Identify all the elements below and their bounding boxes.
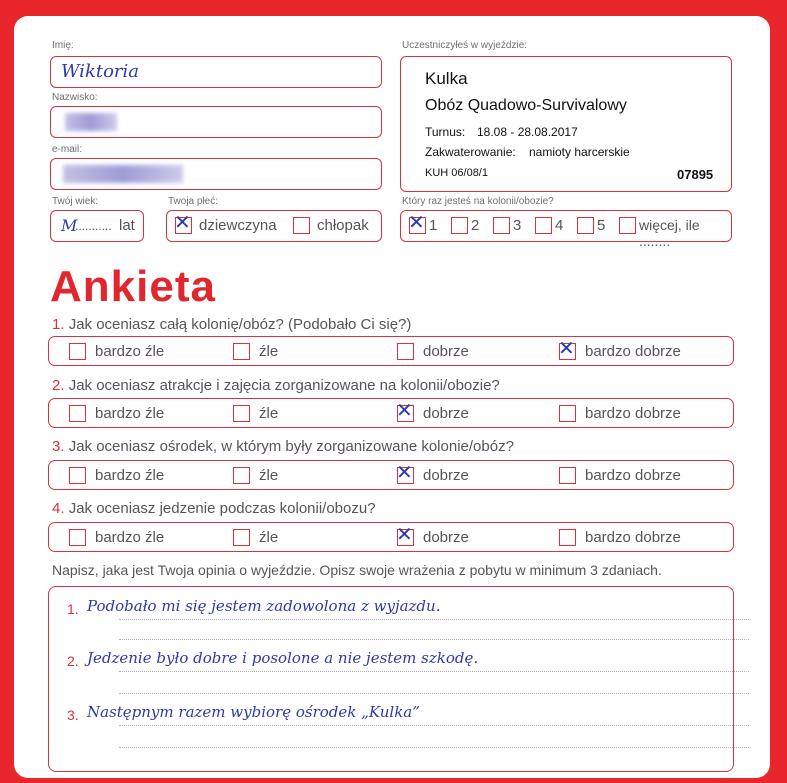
q4-option-3-label: dobrze [423,529,469,546]
which-time-5-label: 5 [597,217,606,234]
which-time-2-checkbox[interactable] [451,217,468,234]
q2-option-2-checkbox[interactable] [233,405,250,422]
q4-option-1-label: bardzo źle [95,529,165,546]
which-time-3-label: 3 [513,217,522,234]
gender-girl-checkbox[interactable]: ✕ [174,210,191,234]
gender-boy-label: chłopak [317,217,369,234]
question-1 [52,316,411,333]
trip-number: 07895 [677,167,714,182]
q3-option-4-label: bardzo dobrze [585,467,681,484]
which-time-3-checkbox[interactable] [493,217,510,234]
q1-option-1-checkbox[interactable] [69,343,86,360]
q4-option-4-label: bardzo dobrze [585,529,681,546]
q3-option-3-checkbox[interactable]: ✕ [396,460,413,484]
question-3 [52,438,514,455]
age-label: Twój wiek: [52,196,99,207]
which-time-more-checkbox[interactable] [619,217,636,234]
opinion-line-3b-rule [119,747,749,748]
trip-code: KUH 06/08/1 [425,167,488,179]
q3-option-3-label: dobrze [423,467,469,484]
opinion-line-3-rule [119,725,749,726]
opinion-line-3-number: 3. [67,707,79,723]
surname-field[interactable] [50,106,382,138]
question-1-text: Jak oceniasz całą kolonię/obóz? (Podobało Ci się?) [68,316,412,333]
gender-field [166,210,382,242]
q2-option-3-label: dobrze [423,405,469,422]
opinion-line-3-text: Następnym razem wybiorę ośrodek „Kulka” [87,703,420,721]
which-time-1-label: 1 [429,217,438,234]
opinion-line-1-rule [119,619,749,620]
survey-sheet [14,16,770,778]
q3-option-1-checkbox[interactable] [69,467,86,484]
q1-option-1-label: bardzo źle [95,343,165,360]
which-time-label: Który raz jesteś na kolonii/obozie? [402,196,554,207]
q4-option-1-checkbox[interactable] [69,529,86,546]
gender-boy-checkbox[interactable] [293,217,310,234]
opinion-line-1b-rule [119,639,749,640]
question-2-options [48,398,734,428]
opinion-line-2b-rule [119,693,749,694]
q2-option-1-label: bardzo źle [95,405,165,422]
name-field[interactable] [50,56,382,88]
opinion-line-2-rule [119,671,749,672]
age-value: M [61,216,78,235]
question-4-options [48,522,734,552]
question-4-text: Jak oceniasz jedzenie podczas kolonii/obozu? [68,500,376,517]
q1-option-3-label: dobrze [423,343,469,360]
q3-option-2-checkbox[interactable] [233,467,250,484]
accommodation-value: namioty harcerskie [529,145,630,159]
q2-option-2-label: źle [259,405,279,422]
name-label: Imię: [52,40,74,51]
q2-option-4-label: bardzo dobrze [585,405,681,422]
q4-option-2-label: źle [259,529,279,546]
survey-title: Ankieta [50,262,216,311]
q1-option-2-checkbox[interactable] [233,343,250,360]
email-redacted [63,165,183,183]
trip-name: Kulka [425,69,468,88]
opinion-box[interactable] [48,586,734,772]
age-unit: lat [119,217,135,234]
which-time-field [400,210,732,249]
q4-option-4-checkbox[interactable] [559,529,576,546]
q1-option-2-label: źle [259,343,279,360]
q1-option-3-checkbox[interactable] [397,343,414,360]
q1-option-4-label: bardzo dobrze [585,343,681,360]
question-3-text: Jak oceniasz ośrodek, w którym były zorganizowane kolonie/obóz? [68,438,514,455]
question-3-options [48,460,734,490]
name-value: Wiktoria [61,61,140,82]
which-time-4-checkbox[interactable] [535,217,552,234]
opinion-line-1-number: 1. [67,601,79,617]
turnus-label: Turnus: [425,125,466,139]
question-4 [52,500,376,517]
which-time-1-checkbox[interactable]: ✕ [408,210,425,234]
trip-camp: Obóz Quadowo-Survivalowy [425,97,627,114]
q3-option-4-checkbox[interactable] [559,467,576,484]
q1-option-4-checkbox[interactable]: ✕ [558,336,575,360]
opinion-line-1-text: Podobało mi się jestem zadowolona z wyjazdu. [87,597,441,615]
opinion-line-2-number: 2. [67,653,79,669]
question-1-options [48,336,734,366]
which-time-4-label: 4 [555,217,564,234]
trip-box [400,56,732,192]
surname-redacted [65,113,117,131]
email-label: e-mail: [52,144,83,155]
question-2-number: 2. [52,377,65,394]
q3-option-2-label: źle [259,467,279,484]
gender-label: Twoja płeć: [168,196,219,207]
turnus-value: 18.08 - 28.08.2017 [477,125,578,139]
q4-option-3-checkbox[interactable]: ✕ [396,522,413,546]
opinion-line-2-text: Jedzenie było dobre i posolone a nie jestem szkodę. [87,649,479,667]
which-time-5-checkbox[interactable] [577,217,594,234]
q4-option-2-checkbox[interactable] [233,529,250,546]
surname-label: Nazwisko: [52,92,98,103]
which-time-2-label: 2 [471,217,480,234]
opinion-prompt: Napisz, jaka jest Twoja opinia o wyjeździe. Opisz swoje wrażenia z pobytu w minimum 3 zdaniach. [52,562,662,578]
q2-option-3-checkbox[interactable]: ✕ [396,398,413,422]
question-2-text: Jak oceniasz atrakcje i zajęcia zorganizowane na kolonii/obozie? [68,377,500,394]
trip-label: Uczestniczyłeś w wyjeździe: [402,40,528,51]
q3-option-1-label: bardzo źle [95,467,165,484]
q2-option-4-checkbox[interactable] [559,405,576,422]
question-4-number: 4. [52,500,65,517]
gender-girl-label: dziewczyna [199,217,277,234]
q2-option-1-checkbox[interactable] [69,405,86,422]
question-1-number: 1. [52,316,65,333]
age-dots: ........... [75,219,112,233]
question-3-number: 3. [52,438,65,455]
email-field[interactable] [50,158,382,190]
age-field[interactable] [50,210,144,242]
accommodation-label: Zakwaterowanie: [425,145,516,159]
which-time-more-label: więcej, ile ........ [639,217,700,249]
question-2 [52,377,500,394]
